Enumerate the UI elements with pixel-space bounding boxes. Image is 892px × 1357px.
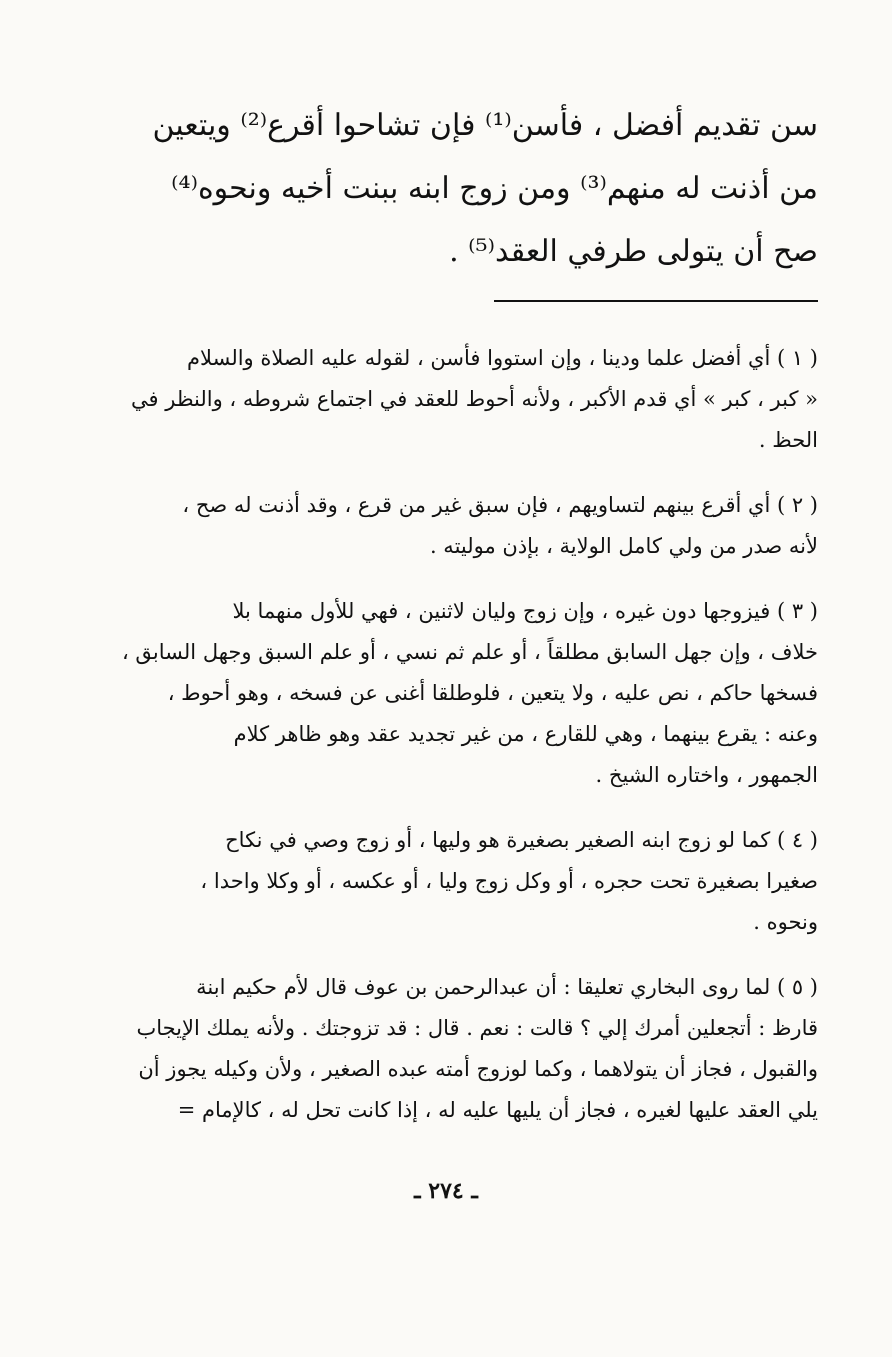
- footnote-2: [80, 485, 818, 567]
- footnote-line: لأنه صدر من ولي كامل الولاية ، بإذن موليته .: [429, 534, 818, 558]
- page-number: ـ ٢٧٤ ـ: [414, 1178, 478, 1204]
- footnote-4: [80, 820, 818, 943]
- footnote-line: ( ٥ ) لما روى البخاري تعليقا : أن عبدالرحمن بن عوف قال لأم حكيم ابنة: [196, 975, 818, 999]
- footnote-line: ( ٢ ) أي أقرع بينهم لتساويهم ، فإن سبق غير من قرع ، وقد أذنت له صح ،: [182, 493, 818, 517]
- footnote-line: ( ٣ ) فيزوجها دون غيره ، وإن زوج وليان لاثنين ، فهي للأول منهما بلا: [232, 599, 818, 623]
- main-text-line: سن تقديم أفضل ، فأسن⁽¹⁾ فإن تشاحوا أقرع⁽²⁾ ويتعين: [152, 108, 818, 143]
- footnote-line: ونحوه .: [753, 910, 818, 934]
- footnote-line: وعنه : يقرع بينهما ، وهي للقارع ، من غير تجديد عقد وهو ظاهر كلام: [233, 722, 818, 746]
- footnote-3: [80, 591, 818, 796]
- footnote-line: قارظ : أتجعلين أمرك إلي ؟ قالت : نعم . قال : قد تزوجتك . ولأنه يملك الإيجاب: [136, 1016, 818, 1040]
- footnote-1: [80, 338, 818, 461]
- footnote-line: خلاف ، وإن جهل السابق مطلقاً ، أو علم ثم نسي ، أو علم السبق وجهل السابق ،: [121, 640, 818, 664]
- footnote-line: والقبول ، فجاز أن يتولاهما ، وكما لوزوج أمته عبده الصغير ، ولأن وكيله يجوز أن: [138, 1057, 818, 1081]
- footnotes-block: [80, 338, 818, 1155]
- footnote-line: ( ٤ ) كما لو زوج ابنه الصغير بصغيرة هو وليها ، أو زوج وصي في نكاح: [225, 828, 818, 852]
- footnote-divider: [494, 300, 818, 302]
- main-text-line: صح أن يتولى طرفي العقد⁽⁵⁾ .: [449, 234, 818, 269]
- footnote-line: يلي العقد عليها لغيره ، فجاز أن يليها عليه له ، إذا كانت تحل له ، كالإمام =: [177, 1098, 818, 1122]
- main-text-line: من أذنت له منهم⁽³⁾ ومن زوج ابنه ببنت أخيه ونحوه⁽⁴⁾: [171, 171, 818, 206]
- footnote-5: [80, 967, 818, 1131]
- footnote-line: فسخها حاكم ، نص عليه ، ولا يتعين ، فلوطلقا أغنى عن فسخه ، وهو أحوط ،: [167, 681, 818, 705]
- main-text-block: [80, 94, 818, 283]
- footnote-line: « كبر ، كبر » أي قدم الأكبر ، ولأنه أحوط للعقد في اجتماع شروطه ، والنظر في: [131, 387, 818, 411]
- footnote-line: صغيرا بصغيرة تحت حجره ، أو وكل زوج وليا ، أو عكسه ، أو وكلا واحدا ،: [200, 869, 818, 893]
- footnote-line: الحظ .: [758, 428, 818, 452]
- footnote-line: ( ١ ) أي أفضل علما ودينا ، وإن استووا فأسن ، لقوله عليه الصلاة والسلام: [187, 346, 818, 370]
- footnote-line: الجمهور ، واختاره الشيخ .: [595, 763, 818, 787]
